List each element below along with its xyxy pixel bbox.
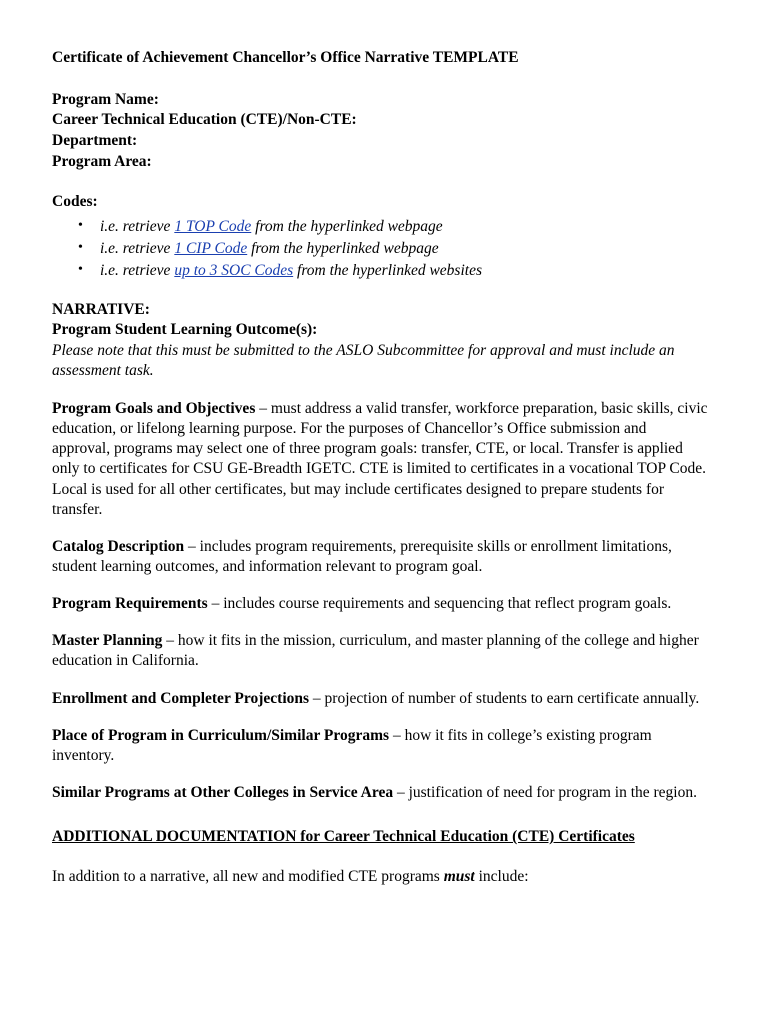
- code-item-post: from the hyperlinked websites: [293, 262, 482, 280]
- page-title: Certificate of Achievement Chancellor’s Office Narrative TEMPLATE: [52, 49, 519, 66]
- code-item-post: from the hyperlinked webpage: [251, 218, 443, 236]
- section-lead: Similar Programs at Other Colleges in Service Area: [52, 784, 394, 801]
- soc-codes-link[interactable]: up to 3 SOC Codes: [174, 262, 294, 280]
- closing-paragraph: [52, 867, 708, 887]
- section-master-planning: [52, 631, 708, 671]
- section-body: – must address a valid transfer, workforce preparation, basic skills, civic education, or lifelong learning purpose. For the purposes of Chancellor’s Office submission and approval, programs may select one of three program goals: transfer, CTE, or local. Transfer is applied only to certificates for CSU GE-Breadth IGETC. CTE is limited to certificates in a vocational TOP Code. Local is used for all other certificates, but may include certificates designed to prepare students for transfer.: [52, 400, 708, 518]
- closing-post: include:: [474, 867, 529, 885]
- list-item: [52, 216, 708, 238]
- pslo-heading: Program Student Learning Outcome(s):: [52, 320, 318, 338]
- section-enrollment-projections: [52, 689, 708, 709]
- section-lead: Program Requirements: [52, 595, 208, 613]
- section-body: – includes course requirements and sequencing that reflect program goals.: [207, 595, 672, 613]
- codes-heading: Codes:: [52, 193, 98, 211]
- code-item-pre: i.e. retrieve: [100, 218, 175, 236]
- pslo-note: Please note that this must be submitted to the ASLO Subcommittee for approval and must include an assessment task.: [52, 341, 675, 379]
- field-cte-non-cte: Career Technical Education (CTE)/Non-CTE:: [52, 111, 357, 129]
- section-lead: Place of Program in Curriculum/Similar Programs: [52, 726, 390, 744]
- document-body: [52, 48, 708, 887]
- codes-list: [52, 216, 708, 282]
- section-place-of-program: [52, 726, 708, 766]
- section-program-goals: [52, 399, 708, 520]
- narrative-heading: NARRATIVE:: [52, 301, 150, 319]
- field-program-area: Program Area:: [52, 152, 152, 170]
- section-program-requirements: [52, 594, 708, 614]
- section-body: – justification of need for program in the region.: [393, 784, 697, 801]
- closing-pre: In addition to a narrative, all new and modified CTE programs: [52, 867, 444, 885]
- code-item-pre: i.e. retrieve: [100, 262, 175, 280]
- section-body: – includes program requirements, prerequisite skills or enrollment limitations, student learning outcomes, and information relevant to program goal.: [52, 537, 672, 576]
- section-lead: Master Planning: [52, 632, 163, 650]
- section-lead: Enrollment and Completer Projections: [52, 689, 310, 707]
- code-item-pre: i.e. retrieve: [100, 240, 175, 258]
- section-catalog-description: [52, 537, 708, 577]
- section-lead: Program Goals and Objectives: [52, 400, 256, 418]
- cip-code-link[interactable]: 1 CIP Code: [174, 240, 248, 258]
- closing-must: must: [443, 867, 475, 885]
- field-program-name: Program Name:: [52, 90, 159, 108]
- additional-documentation-heading: ADDITIONAL DOCUMENTATION for Career Technical Education (CTE) Certificates: [52, 828, 635, 846]
- field-department: Department:: [52, 132, 138, 150]
- section-body: – how it fits in the mission, curriculum, and master planning of the college and higher education in California.: [52, 632, 699, 670]
- section-body: – how it fits in college’s existing program inventory.: [52, 726, 652, 764]
- top-code-link[interactable]: 1 TOP Code: [174, 218, 252, 236]
- list-item: [52, 238, 708, 260]
- code-item-post: from the hyperlinked webpage: [247, 240, 439, 258]
- list-item: [52, 260, 708, 282]
- section-body: – projection of number of students to earn certificate annually.: [309, 689, 700, 707]
- section-lead: Catalog Description: [52, 537, 185, 555]
- section-similar-programs: [52, 783, 708, 803]
- program-fields: [52, 90, 708, 172]
